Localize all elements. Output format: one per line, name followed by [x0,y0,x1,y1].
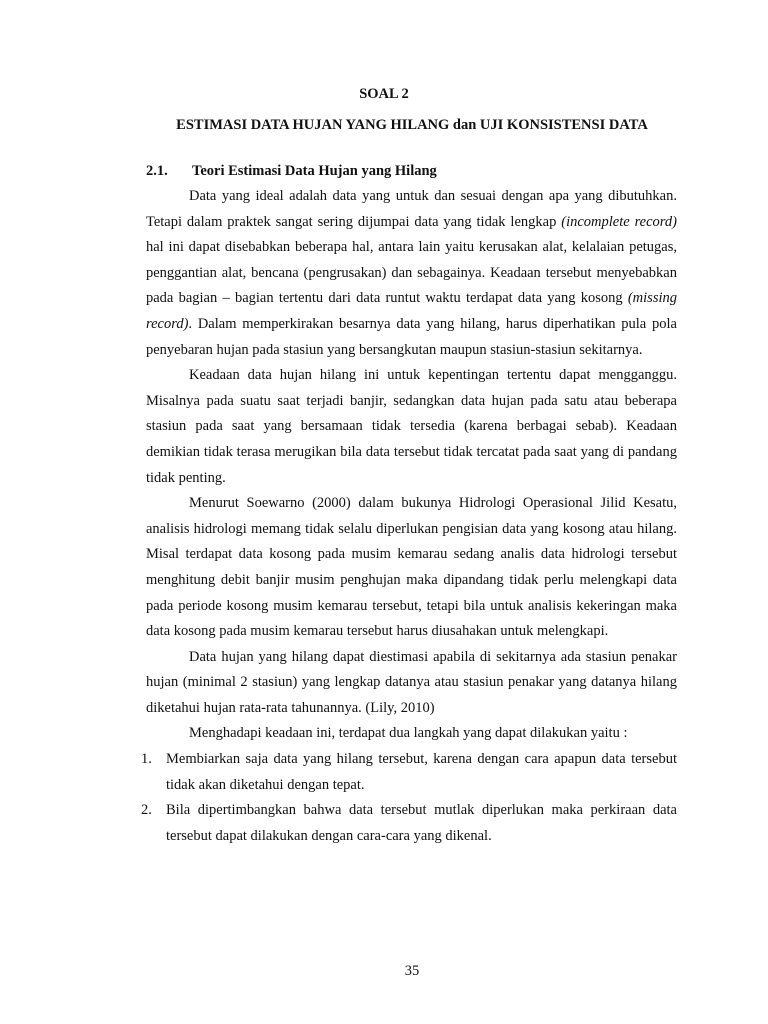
section-number: 2.1. [146,163,168,179]
body-text [141,184,677,849]
document-title: SOAL 2 [359,86,409,102]
list-item [141,747,677,798]
section-title: Teori Estimasi Data Hujan yang Hilang [192,163,437,179]
list-marker: 2. [141,802,152,819]
steps-list [141,747,677,849]
paragraph-2: Keadaan data hujan hilang ini untuk kepentingan tertentu dapat mengganggu. Misalnya pada suatu saat terjadi banjir, sedangkan data hujan pada satu atau beberapa stasiun pada saat yang bersamaan tidak tersedia (karena berbagai sebab). Keadaan demikian tidak terasa merugikan bila data tersebut tidak tercatat pada saat yang di pandang tidak penting. [146,367,677,486]
list-item [141,798,677,849]
page-number: 35 [404,963,420,979]
paragraph-3: Menurut Soewarno (2000) dalam bukunya Hidrologi Operasional Jilid Kesatu, analisis hidrologi memang tidak selalu diperlukan pengisian data yang kosong atau hilang. Misal terdapat data kosong pada musim kemarau sedang analis data hidrologi tersebut menghitung debit banjir musim penghujan maka dipandang tidak perlu melengkapi data pada periode kosong musim kemarau tersebut, tetapi bila untuk analisis kekeringan maka data kosong pada musim kemarau tersebut harus diusahakan untuk melengkapi. [146,495,677,640]
paragraph-4: Data hujan yang hilang dapat diestimasi apabila di sekitarnya ada stasiun penakar hujan (minimal 2 stasiun) yang lengkap datanya atau stasiun penakar yang datanya hilang diketahui hujan rata-rata tahunannya. (Lily, 2010) [146,648,677,716]
paragraph-5: Menghadapi keadaan ini, terdapat dua langkah yang dapat dilakukan yaitu : [189,725,628,742]
document-subtitle: ESTIMASI DATA HUJAN YANG HILANG dan UJI KONSISTENSI DATA [176,117,648,133]
paragraph-1 [146,184,677,363]
term-incomplete-record: (incomplete record) [561,213,677,230]
paragraph-1-text-c: hal ini dapat disebabkan beberapa hal, antara lain yaitu kerusakan alat, kelalaian petugas, penggantian alat, bencana (pengrusakan) dan sebagainya. Keadaan tersebut menyebabkan pada bagian – bagian tertentu dari data runtut waktu terdapat data yang kosong [146,239,677,307]
paragraph-1-text-e: . Dalam memperkirakan besarnya data yang hilang, harus diperhatikan pula pola penyebaran hujan pada stasiun yang bersangkutan maupun stasiun-stasiun sekitarnya. [146,315,677,358]
term-missing-record: (missing record) [146,290,677,332]
list-marker: 1. [141,751,152,768]
list-item-text: Bila dipertimbangkan bahwa data tersebut mutlak diperlukan maka perkiraan data tersebut dapat dilakukan dengan cara-cara yang dikenal. [166,802,677,844]
section-heading [146,163,437,180]
paragraph-1-text-a: Data yang ideal adalah data yang untuk dan sesuai dengan apa yang dibutuhkan. Tetapi dalam praktek sangat sering dijumpai data yang tidak lengkap [146,188,677,230]
list-item-text: Membiarkan saja data yang hilang tersebut, karena dengan cara apapun data tersebut tidak akan diketahui dengan tepat. [166,751,677,793]
